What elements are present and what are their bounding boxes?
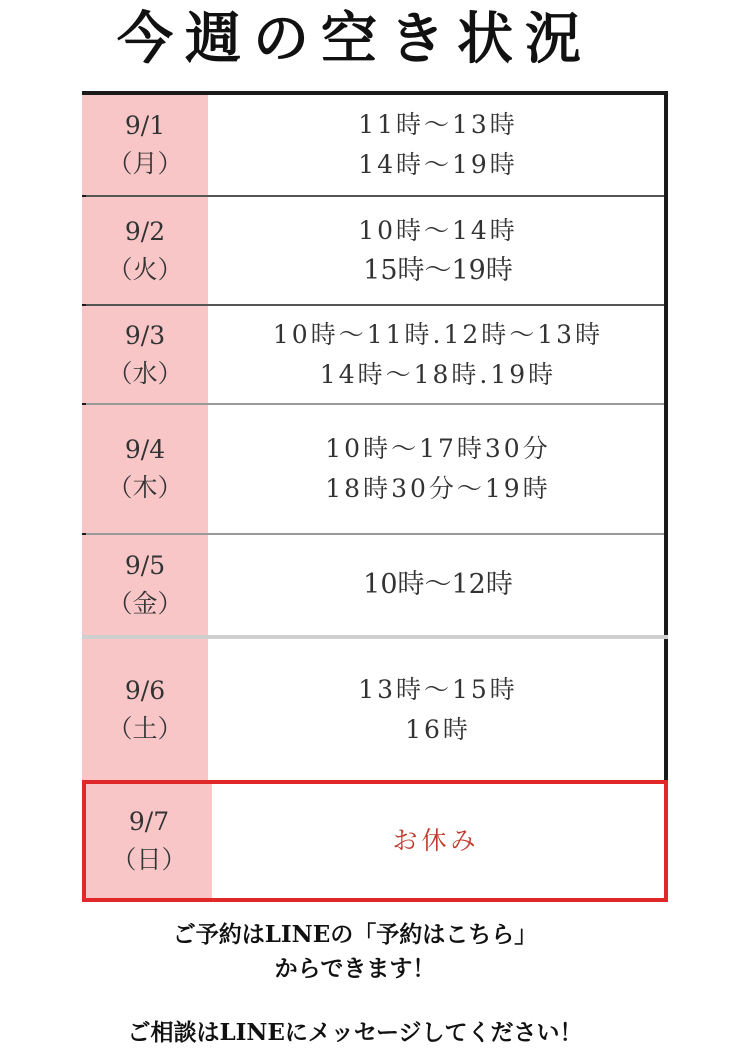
schedule-row (82, 405, 668, 533)
date-cell (82, 639, 208, 780)
date-label: 9/7 (128, 807, 170, 836)
schedule-row (82, 639, 668, 780)
weekday-label: （水） (107, 358, 183, 388)
weekday-label: （金） (107, 589, 183, 618)
closed-label: お休み (392, 826, 480, 855)
schedule-row (82, 306, 668, 403)
date-cell (82, 405, 208, 533)
date-label: 9/3 (124, 320, 166, 350)
time-cell (208, 405, 668, 533)
weekday-label: （日） (111, 845, 187, 874)
schedule-table (82, 91, 668, 902)
time-slot: 14時～18時.19時 (319, 359, 557, 389)
page-title: 今週の空き状況 (117, 6, 593, 72)
date-label: 9/5 (124, 551, 166, 580)
schedule-row-closed (82, 780, 668, 902)
time-slot: 14時～19時 (358, 150, 518, 179)
schedule-row (82, 95, 668, 195)
date-label: 9/1 (124, 111, 166, 140)
booking-note-line2: からできます！ (274, 955, 436, 982)
time-slot: 11時～13時 (358, 110, 518, 139)
weekday-label: （月） (107, 149, 183, 178)
time-cell (208, 197, 668, 304)
date-cell (82, 535, 208, 635)
closed-cell (208, 784, 664, 898)
date-label: 9/6 (124, 675, 166, 705)
weekday-label: （木） (107, 473, 183, 502)
time-slot: 10時～11時.12時～13時 (272, 319, 604, 349)
date-label: 9/2 (124, 216, 166, 246)
weekday-label: （土） (107, 713, 183, 743)
time-cell (208, 639, 668, 780)
date-cell (82, 306, 208, 403)
consult-note: ご相談はLINEにメッセージしてください！ (127, 1019, 583, 1046)
time-cell (208, 95, 668, 195)
schedule-row (82, 197, 668, 304)
time-cell (208, 535, 668, 635)
time-slot: 10時～14時 (358, 215, 518, 245)
time-slot: 15時～19時 (363, 254, 513, 286)
date-label: 9/4 (124, 435, 166, 464)
time-slot: 18時30分～19時 (325, 474, 551, 503)
date-cell (82, 95, 208, 195)
schedule-row (82, 535, 668, 635)
weekday-label: （火） (107, 254, 183, 284)
time-cell (208, 306, 668, 403)
date-cell (86, 784, 212, 898)
date-cell (82, 197, 208, 304)
time-slot: 16時 (405, 714, 471, 744)
time-slot: 10時～12時 (363, 569, 513, 600)
booking-note-line1: ご予約はLINEの「予約はこちら」 (172, 921, 538, 948)
time-slot: 13時～15時 (358, 674, 518, 704)
time-slot: 10時～17時30分 (325, 434, 551, 463)
